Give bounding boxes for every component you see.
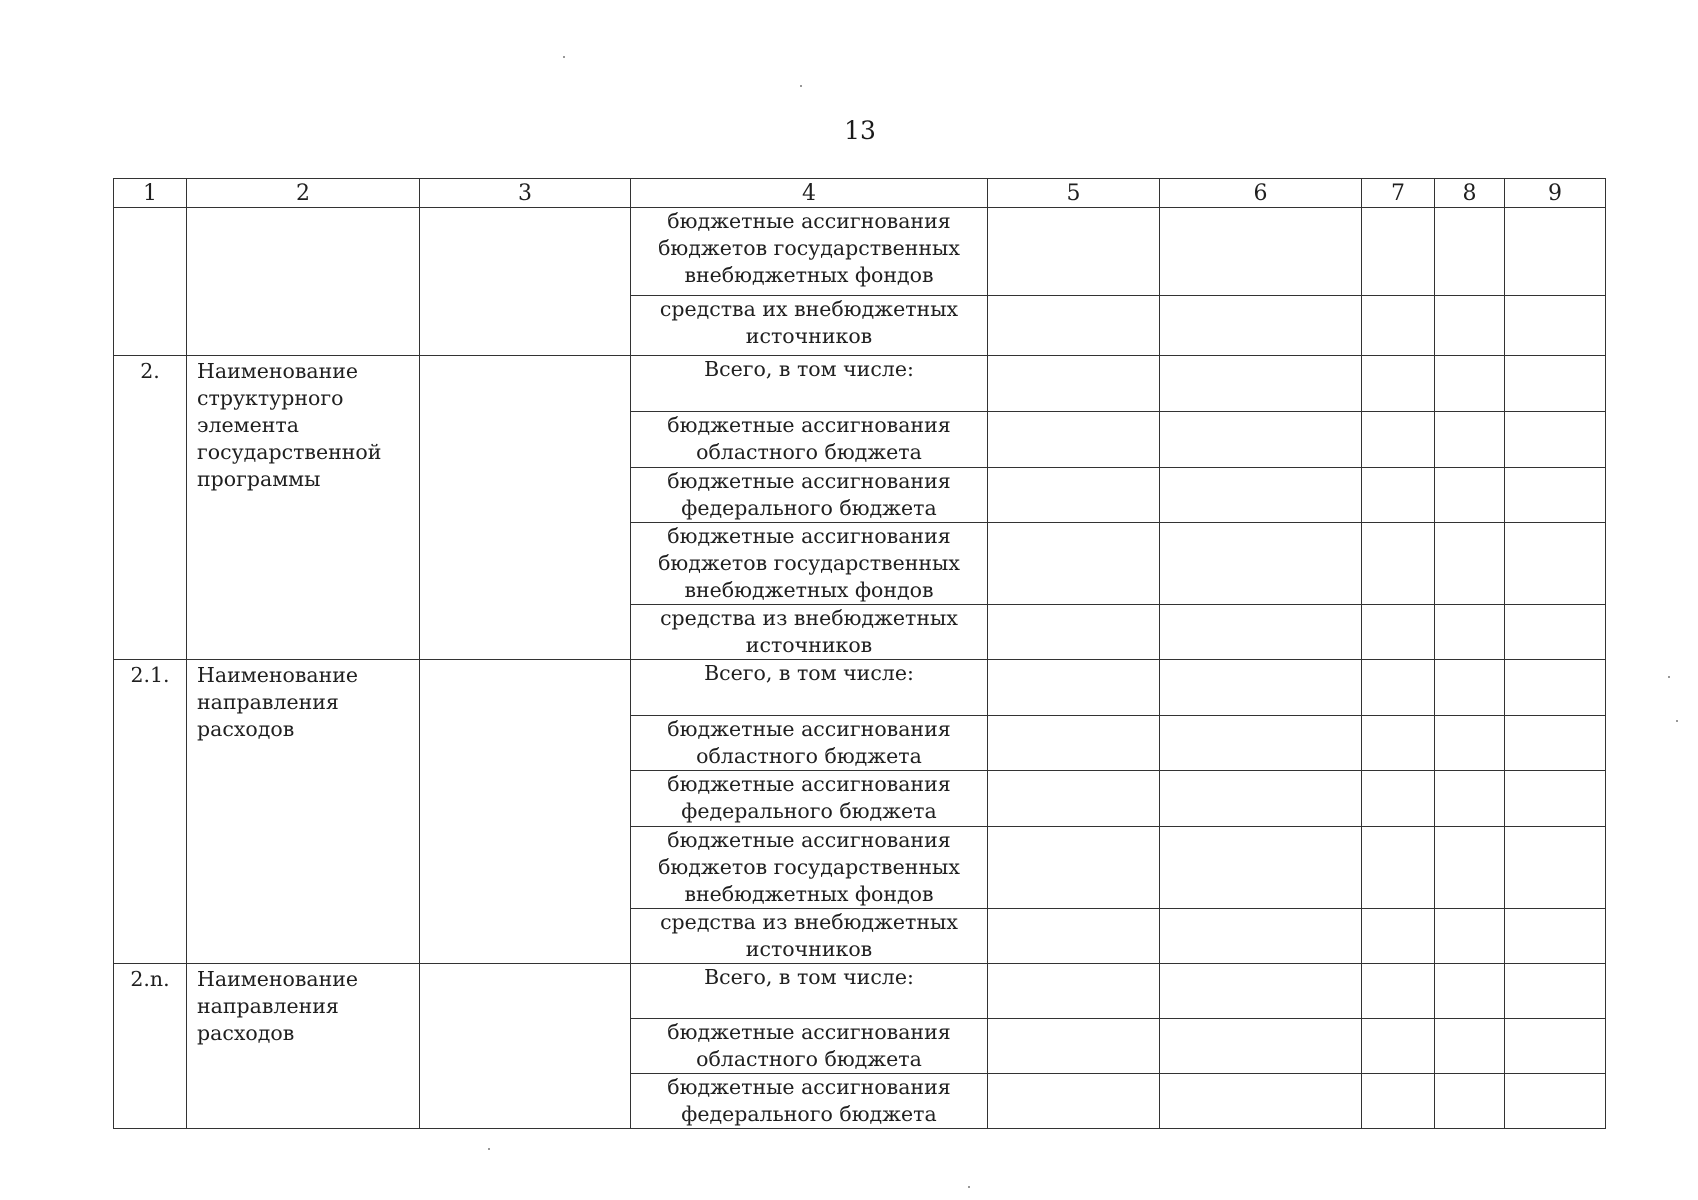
- scan-speck: [563, 56, 565, 58]
- table-row: [114, 964, 1606, 1019]
- cell-col-9: [1505, 964, 1606, 1019]
- cell-col-9: [1505, 827, 1606, 909]
- cell-col-5: [988, 909, 1160, 964]
- cell-col-9: [1505, 468, 1606, 523]
- cell-col-9: [1505, 771, 1606, 827]
- cell-col-8: [1435, 605, 1505, 660]
- cell-col-7: [1362, 1019, 1435, 1074]
- col-header-8: 8: [1435, 179, 1505, 208]
- cell-col-5: [988, 523, 1160, 605]
- cell-col-6: [1160, 771, 1362, 827]
- cell-col-5: [988, 771, 1160, 827]
- cell-col-8: [1435, 208, 1505, 296]
- cell-col-9: [1505, 909, 1606, 964]
- cell-col-9: [1505, 660, 1606, 716]
- col-header-2: 2: [187, 179, 420, 208]
- funding-source: средства из внебюджетных источников: [631, 605, 988, 660]
- cell-col-9: [1505, 356, 1606, 412]
- cell-col-6: [1160, 660, 1362, 716]
- cell-col-5: [988, 412, 1160, 468]
- cell-col-5: [988, 208, 1160, 296]
- cell-col-6: [1160, 1019, 1362, 1074]
- cell-col-8: [1435, 1019, 1505, 1074]
- cell-col-7: [1362, 468, 1435, 523]
- element-name: Наименование структурного элемента государственной программы: [187, 356, 420, 660]
- cell-col-7: [1362, 356, 1435, 412]
- cell-col-7: [1362, 827, 1435, 909]
- budget-table: [113, 178, 1606, 1129]
- cell-col-6: [1160, 412, 1362, 468]
- cell-col-7: [1362, 1074, 1435, 1129]
- cell-col-7: [1362, 296, 1435, 356]
- funding-source: бюджетные ассигнования областного бюджета: [631, 412, 988, 468]
- funding-source: Всего, в том числе:: [631, 964, 988, 1019]
- cell-col-7: [1362, 605, 1435, 660]
- col-header-1: 1: [114, 179, 187, 208]
- funding-source: Всего, в том числе:: [631, 660, 988, 716]
- cell-col-8: [1435, 468, 1505, 523]
- cell-col-5: [988, 1019, 1160, 1074]
- cell-col-3: [420, 964, 631, 1129]
- col-header-5: 5: [988, 179, 1160, 208]
- header-row: [114, 179, 1606, 208]
- cell-col-8: [1435, 412, 1505, 468]
- cell-col-6: [1160, 605, 1362, 660]
- table-body: [114, 208, 1606, 1129]
- table-row: [114, 208, 1606, 296]
- cell-col-6: [1160, 468, 1362, 523]
- col-header-4: 4: [631, 179, 988, 208]
- cell-col-8: [1435, 523, 1505, 605]
- cell-col-6: [1160, 356, 1362, 412]
- funding-source: бюджетные ассигнования федерального бюджета: [631, 771, 988, 827]
- cell-col-6: [1160, 1074, 1362, 1129]
- page-number: 13: [844, 116, 876, 145]
- funding-source: средства их внебюджетных источников: [631, 296, 988, 356]
- cell-col-9: [1505, 208, 1606, 296]
- funding-source: бюджетные ассигнования бюджетов государственных внебюджетных фондов: [631, 827, 988, 909]
- cell-col-3: [420, 356, 631, 660]
- cell-col-8: [1435, 771, 1505, 827]
- cell-col-6: [1160, 523, 1362, 605]
- cell-col-5: [988, 964, 1160, 1019]
- cell-col-7: [1362, 771, 1435, 827]
- col-header-9: 9: [1505, 179, 1606, 208]
- scan-speck: [1676, 720, 1678, 722]
- cell-col-7: [1362, 909, 1435, 964]
- cell-col-9: [1505, 523, 1606, 605]
- cell-col-9: [1505, 412, 1606, 468]
- cell-col-9: [1505, 716, 1606, 771]
- cell-col-6: [1160, 208, 1362, 296]
- cell-col-9: [1505, 296, 1606, 356]
- table-row: [114, 660, 1606, 716]
- cell-col-5: [988, 468, 1160, 523]
- col-header-3: 3: [420, 179, 631, 208]
- cell-col-5: [988, 296, 1160, 356]
- scan-speck: [800, 85, 802, 87]
- funding-source: бюджетные ассигнования федерального бюджета: [631, 1074, 988, 1129]
- cell-col-7: [1362, 523, 1435, 605]
- element-name: Наименование направления расходов: [187, 964, 420, 1129]
- cell-col-5: [988, 356, 1160, 412]
- col-header-7: 7: [1362, 179, 1435, 208]
- cell-col-8: [1435, 660, 1505, 716]
- cell-col-5: [988, 827, 1160, 909]
- row-number: 2.: [114, 356, 187, 660]
- cell-col-7: [1362, 412, 1435, 468]
- cell-col-5: [988, 716, 1160, 771]
- cell-col-6: [1160, 964, 1362, 1019]
- cell-col-9: [1505, 1019, 1606, 1074]
- cell-col-6: [1160, 909, 1362, 964]
- element-name: Наименование направления расходов: [187, 660, 420, 964]
- funding-source: бюджетные ассигнования бюджетов государственных внебюджетных фондов: [631, 208, 988, 296]
- funding-source: бюджетные ассигнования федерального бюджета: [631, 468, 988, 523]
- row-number: 2.n.: [114, 964, 187, 1129]
- funding-source: средства из внебюджетных источников: [631, 909, 988, 964]
- cell-col-5: [988, 605, 1160, 660]
- cell-col-7: [1362, 716, 1435, 771]
- scan-speck: [968, 1186, 970, 1188]
- cell-col-5: [988, 1074, 1160, 1129]
- cell-col-7: [1362, 964, 1435, 1019]
- row-number: 2.1.: [114, 660, 187, 964]
- cell-col-8: [1435, 296, 1505, 356]
- funding-source: бюджетные ассигнования областного бюджета: [631, 716, 988, 771]
- scan-speck: [488, 1148, 490, 1150]
- element-name: [187, 208, 420, 356]
- cell-col-3: [420, 660, 631, 964]
- cell-col-3: [420, 208, 631, 356]
- cell-col-7: [1362, 208, 1435, 296]
- funding-source: бюджетные ассигнования областного бюджета: [631, 1019, 988, 1074]
- cell-col-8: [1435, 716, 1505, 771]
- cell-col-8: [1435, 964, 1505, 1019]
- cell-col-9: [1505, 1074, 1606, 1129]
- funding-source: Всего, в том числе:: [631, 356, 988, 412]
- cell-col-9: [1505, 605, 1606, 660]
- cell-col-6: [1160, 827, 1362, 909]
- cell-col-5: [988, 660, 1160, 716]
- col-header-6: 6: [1160, 179, 1362, 208]
- cell-col-8: [1435, 909, 1505, 964]
- row-number: [114, 208, 187, 356]
- cell-col-6: [1160, 716, 1362, 771]
- cell-col-8: [1435, 356, 1505, 412]
- table-row: [114, 356, 1606, 412]
- cell-col-8: [1435, 827, 1505, 909]
- funding-source: бюджетные ассигнования бюджетов государственных внебюджетных фондов: [631, 523, 988, 605]
- scan-speck: [1668, 676, 1670, 678]
- cell-col-7: [1362, 660, 1435, 716]
- cell-col-6: [1160, 296, 1362, 356]
- cell-col-8: [1435, 1074, 1505, 1129]
